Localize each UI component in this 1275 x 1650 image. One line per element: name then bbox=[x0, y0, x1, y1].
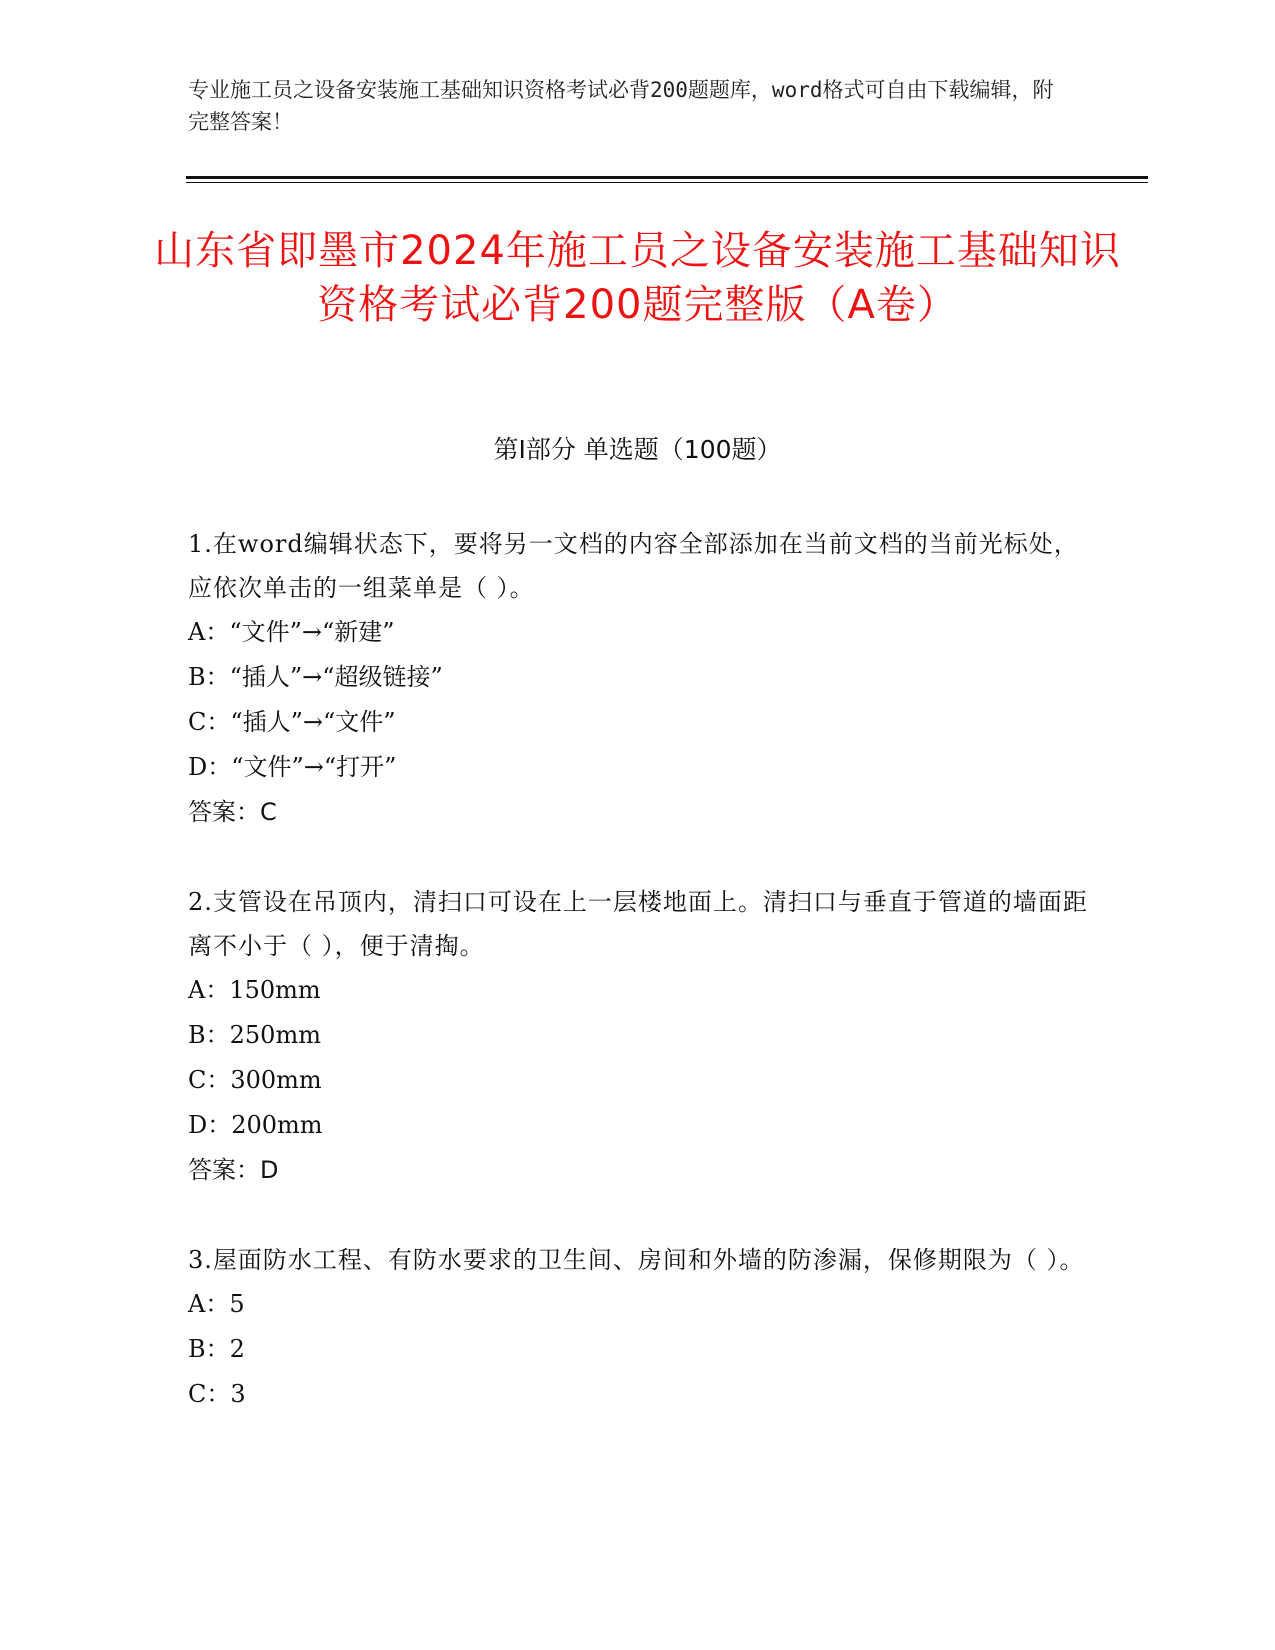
question-stem: 1.在word编辑状态下，要将另一文档的内容全部添加在当前文档的当前光标处，应依次单击的一组菜单是（ ）。 bbox=[188, 530, 1079, 602]
document-title: 山东省即墨市2024年施工员之设备安装施工基础知识资格考试必背200题完整版（A卷） bbox=[154, 228, 1121, 328]
option-c: C：3 bbox=[188, 1380, 246, 1408]
option-a: A：5 bbox=[188, 1290, 245, 1318]
option-b: B：2 bbox=[188, 1335, 245, 1363]
header-divider-thick bbox=[186, 176, 1148, 179]
option-c: C：300mm bbox=[188, 1066, 322, 1094]
answer: 答案：D bbox=[188, 1156, 279, 1184]
answer: 答案：C bbox=[188, 798, 277, 826]
option-b: B：“插人”→“超级链接” bbox=[188, 663, 443, 691]
question-stem: 2.支管设在吊顶内，清扫口可设在上一层楼地面上。清扫口与垂直于管道的墙面距离不小于（ ），便于清掏。 bbox=[188, 888, 1088, 960]
option-c: C：“插人”→“文件” bbox=[188, 708, 396, 736]
question-2 bbox=[188, 880, 1088, 1193]
section-title: 第I部分 单选题（100题） bbox=[493, 435, 782, 464]
question-1 bbox=[188, 522, 1088, 835]
option-d: D：“文件”→“打开” bbox=[188, 753, 397, 781]
header-note: 专业施工员之设备安装施工基础知识资格考试必背200题题库，word格式可自由下载编辑，附完整答案！ bbox=[188, 78, 1054, 134]
option-a: A：150mm bbox=[188, 976, 321, 1004]
question-stem: 3.屋面防水工程、有防水要求的卫生间、房间和外墙的防渗漏，保修期限为（ ）。 bbox=[188, 1246, 1085, 1274]
question-3 bbox=[188, 1238, 1088, 1417]
question-list bbox=[188, 522, 1088, 1462]
option-b: B：250mm bbox=[188, 1021, 321, 1049]
header-divider-thin bbox=[186, 182, 1148, 183]
option-d: D：200mm bbox=[188, 1111, 323, 1139]
option-a: A：“文件”→“新建” bbox=[188, 618, 395, 646]
